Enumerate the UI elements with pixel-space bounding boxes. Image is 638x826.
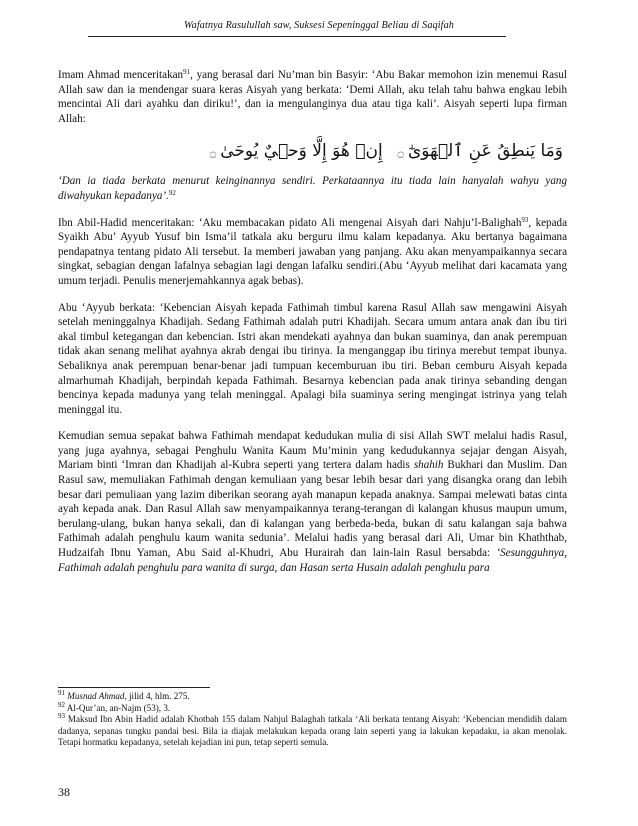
paragraph-text: , kepada Syaikh Abu’ Ayyub Yusuf bin Isma’il tatkala aku berguru ilmu kalam kepadanya. Aku bertanya bagaimana pendapatnya tentang pidato Ali tersebut. Ia memberi jawaban yang panjang. Aku akan menyampaikannya secara singkat, sebagian dengan lafalnya sebagian lagi dengan lafalku sendiri.(Abu ‘Ayyub melihat dari kacamata yang umum terjadi. Penulis menerjemahkannya agak bebas). <box>58 216 568 287</box>
footnote-number: 91 <box>58 689 65 697</box>
paragraph-text: Kemudian semua sepakat bahwa Fathimah mendapat kedudukan mulia di sisi Allah SWT melalui hadis Rasul, yang juga ayahnya, sebagai Penghulu Wanita Kaum Mu’minin yang kedudukannya sejajar dengan Aisyah, Mariam binti ‘Imran dan Khadijah al-Kubra seperti yang tertera dalam hadis <box>58 430 567 472</box>
footnote-ref-92[interactable]: 92 <box>168 188 176 197</box>
body-text <box>58 68 567 587</box>
paragraph-text: Ibn Abil-Hadid menceritakan: ‘Aku membacakan pidato Ali mengenai Aisyah dari Nahju’l-Balighah <box>58 216 522 229</box>
footnote-text: , jilid 4, hlm. 275. <box>124 691 190 701</box>
hadith-quote: ‘Sesungguhnya, Fathimah adalah penghulu para wanita di surga, dan Hasan serta Husain adalah penghulu para <box>58 547 567 574</box>
footnote-number: 93 <box>58 712 65 721</box>
paragraph-ibn-abil-hadid <box>58 216 567 289</box>
footnote-number: 92 <box>58 700 65 709</box>
footnote-text: Al-Qur’an, an-Najm (53), 3. <box>66 702 171 713</box>
paragraph-text: Bukhari dan Muslim. Dan Rasul saw, memuliakan Fathimah dengan kemuliaan yang besar lebih besar dari yang disangka orang dan lebih besar dari pemuliaan yang lazim diberikan seorang ayah manapun kepada anaknya. Sampai melewati batas cinta ayah kepada anak. Dan Rasul Allah saw menyampaikannya terang-terangan di kalangan khusus maupun umum, berulang-ulang, bukan hanya sekali, dan di kalangan yang berbeda-beda, bukan di satu kalangan saja bahwa Fathimah adalah penghulu kaum wanita sedunia’. Melalui hadis yang berasal dari Ali, Umar bin Khaththab, Hudzaifah Ibnu Yaman, Abu Said al-Khudri, Abu Hurairah dan lain-lain Rasul bersabda: <box>58 459 567 560</box>
paragraph-kemudian <box>58 429 567 575</box>
translation-text: ‘Dan ia tiada berkata menurut keinginannya sendiri. Perkataannya itu tiada lain hanyalah wahyu yang diwahyukan kepadanya’. <box>58 175 567 202</box>
header-rule <box>88 36 506 37</box>
emphasis-shahih: shahih <box>413 459 444 472</box>
verse-end-marker: ۝ <box>397 146 404 160</box>
page-number: 38 <box>58 785 70 799</box>
footnote-91 <box>58 691 567 703</box>
verse-text-2: إِنۡ هُوَ إِلَّا وَحۡيٌ يُوحَىٰ <box>220 141 383 162</box>
verse-end-marker: ۝ <box>209 146 217 160</box>
footnote-ref-91[interactable]: 91 <box>183 68 191 76</box>
footnote-ref-93[interactable]: 93 <box>521 215 529 224</box>
paragraph-text: , yang berasal dari Nu’man bin Basyir: ‘Abu Bakar memohon izin menemui Rasul Allah saw dan ia mendengar suara keras Aisyah yang berkata: ‘Demi Allah, aku telah tahu bahwa engkau lebih mencintai Ali dari ayahku dan diriku!’, dan ia mengulanginya dua atau tiga kali’. Aisyah seperti lupa firman Allah: <box>58 69 568 125</box>
paragraph-imam-ahmad <box>58 68 567 126</box>
quran-verse <box>58 138 567 166</box>
footnote-rule <box>58 687 210 688</box>
verse-translation <box>58 174 567 203</box>
footnote-source-title: Musnad Ahmad <box>67 691 125 701</box>
footnote-93 <box>58 714 567 749</box>
footnote-text: Maksud Ibn Abin Hadid adalah Khotbah 155 dalam Nahjul Balaghah tatkala ‘Ali berkata tentang Aisyah: ‘Kebencian mendidih dalam dadanya, sepanas tungku pandai besi. Bila ia diajak melakukan kepada orang lain seperti yang ia lakukan kepadaku, ia akan menolak. Tetapi hormatku kepadanya, setelah kejadian ini pun, tetap seperti semula. <box>58 714 567 748</box>
verse-text-1: وَمَا يَنطِقُ عَنِ ٱلۡهَوَىٰٓ <box>407 141 563 162</box>
footnote-92 <box>58 700 567 715</box>
running-header: Wafatnya Rasulullah saw, Suksesi Sepeninggal Beliau di Saqifah <box>184 20 454 31</box>
paragraph-text: Imam Ahmad menceritakan <box>58 69 184 81</box>
paragraph-abu-ayyub: Abu ‘Ayyub berkata: ‘Kebencian Aisyah kepada Fathimah timbul karena Rasul Allah saw mengawini Aisyah setelah meninggalnya Khadijah. Sedang Fathimah adalah putri Khadijah. Secara umum antara anak dan ibu tiri akal timbul ketegangan dan kebencian. Istri akan mendekati ayahnya dan bukan suaminya, dan anak perempuan tidak akan senang melihat ayahnya akrab dengai ibu tirinya. Ia menganggap ibu tirinya merebut tempat ibunya. Sebaliknya anak perempuan benar-benar jadi tumpuan kecemburuan ibu tiri. Beban cemburu Aisyah kepada almarhumah Khadijah, berpindah kepada Fathimah. Besarnya kebencian pada anak tirinya sebanding dengan bencinya kepada madunya yang telah meninggal. Apalagi bila suaminya sering mengingat istrinya yang telah meninggal itu. <box>58 301 567 416</box>
footnotes <box>58 691 567 749</box>
